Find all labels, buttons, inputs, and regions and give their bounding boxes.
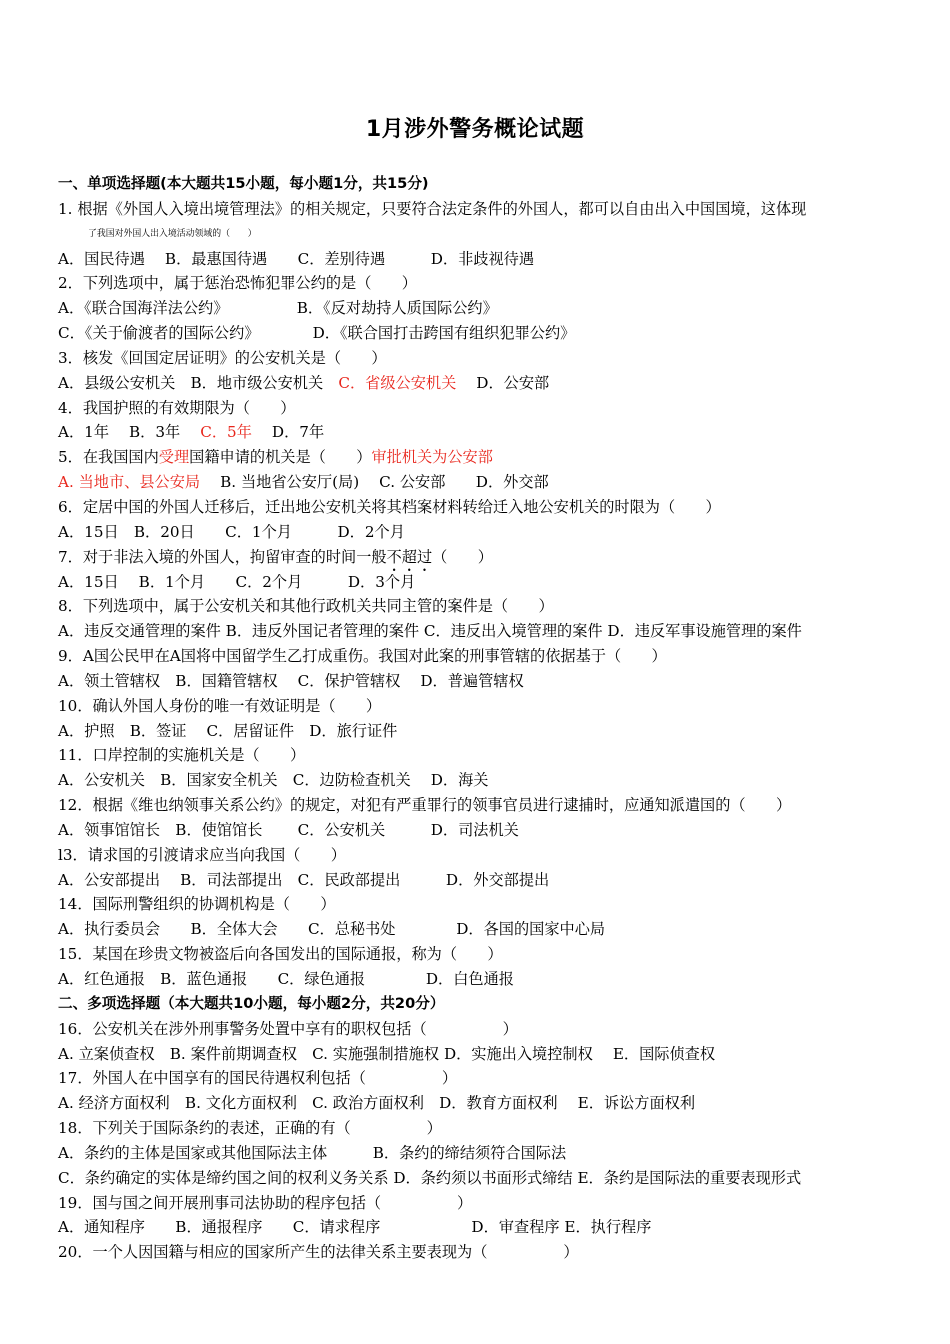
question-4-options bbox=[58, 420, 908, 445]
question-18-options-row1: A．条约的主体是国家或其他国际法主体 B．条约的缔结须符合国际法 bbox=[58, 1143, 567, 1162]
question-17-options: A. 经济方面权利 B. 文化方面权利 C. 政治方面权利 D．教育方面权利 E．诉讼方面权利 bbox=[58, 1094, 696, 1113]
question-13-text: l3．请求国的引渡请求应当向我国（ ） bbox=[58, 845, 346, 864]
question-18-options-row2: C．条约确定的实体是缔约国之间的权利义务关系 D．条约须以书面形式缔结 E．条约是国际法的重要表现形式 bbox=[58, 1168, 802, 1187]
question-16-options: A. 立案侦查权 B. 案件前期调查权 C. 实施强制措施权 D．实施出入境控制权 E．国际侦查权 bbox=[58, 1044, 716, 1063]
question-12-options: A．领事馆馆长 B．使馆馆长 C．公安机关 D．司法机关 bbox=[58, 820, 519, 839]
question-10-text: 10．确认外国人身份的唯一有效证明是（ ） bbox=[58, 696, 382, 715]
question-3-answer-highlight: C．省级公安机关 bbox=[338, 373, 457, 392]
question-1-text-cont: 了我国对外国人出入境活动领域的（ ） bbox=[88, 228, 257, 239]
question-7-emphasis: 不超过 bbox=[386, 547, 433, 566]
question-1-text: 1. 根据《外国人入境出境管理法》的相关规定，只要符合法定条件的外国人，都可以自由出入中国国境，这体现 bbox=[58, 199, 807, 218]
question-14-options: A．执行委员会 B．全体大会 C．总秘书处 D．各国的国家中心局 bbox=[58, 920, 606, 939]
question-19-options: A．通知程序 B．通报程序 C．请求程序 D．审查程序 E．执行程序 bbox=[58, 1218, 652, 1237]
question-18-text: 18．下列关于国际条约的表述，正确的有（ ） bbox=[58, 1119, 442, 1138]
question-10-options: A．护照 B．签证 C．居留证件 D．旅行证件 bbox=[58, 721, 398, 740]
question-7-text bbox=[58, 545, 908, 570]
question-3-options-ab: A．县级公安机关 B．地市级公安机关 bbox=[58, 373, 339, 392]
question-4-option-d: D．7年 bbox=[251, 423, 325, 442]
question-17-text: 17．外国人在中国享有的国民待遇权利包括（ ） bbox=[58, 1069, 458, 1088]
question-4-options-ab: A．1年 B．3年 bbox=[58, 423, 201, 442]
question-5-text-a: 5．在我国国内 bbox=[58, 448, 159, 467]
question-14-text: 14．国际刑警组织的协调机构是（ ） bbox=[58, 895, 336, 914]
question-11-text: 11．口岸控制的实施机关是（ ） bbox=[58, 746, 306, 765]
question-2-options-row1: A．《联合国海洋法公约》 B．《反对劫持人质国际公约》 bbox=[58, 299, 498, 318]
question-15-options: A．红色通报 B．蓝色通报 C．绿色通报 D．白色通报 bbox=[58, 970, 514, 988]
question-7-text-c: （ ） bbox=[432, 547, 493, 566]
question-3-options bbox=[58, 371, 908, 396]
question-7-text-a: 7．对于非法入境的外国人，拘留审查的时间一般 bbox=[58, 547, 387, 566]
question-16-text: 16．公安机关在涉外刑事警务处置中享有的职权包括（ ） bbox=[58, 1019, 518, 1038]
question-5-answer-highlight: A. 当地市、县公安局 bbox=[58, 473, 201, 492]
question-2-options-row2: C．《关于偷渡者的国际公约》 D．《联合国打击跨国有组织犯罪公约》 bbox=[58, 324, 576, 343]
question-5-options-rest: B. 当地省公安厅(局) C. 公安部 D．外交部 bbox=[200, 473, 549, 492]
question-20-text: 20．一个人因国籍与相应的国家所产生的法律关系主要表现为（ ） bbox=[58, 1243, 579, 1262]
question-5-note: 审批机关为公安部 bbox=[371, 448, 493, 467]
question-5-keyword-highlight: 受理 bbox=[158, 448, 190, 467]
question-7-options: A．15日 B．1个月 C．2个月 D．3个月 bbox=[58, 572, 416, 591]
section-heading-multiple-choice: 二、多项选择题（本大题共10小题，每小题2分，共20分） bbox=[58, 994, 445, 1012]
question-11-options: A．公安机关 B．国家安全机关 C．边防检查机关 D．海关 bbox=[58, 771, 489, 790]
question-4-answer-highlight: C．5年 bbox=[200, 423, 252, 442]
question-8-options: A．违反交通管理的案件 B．违反外国记者管理的案件 C．违反出入境管理的案件 D．违反军事设施管理的案件 bbox=[58, 622, 802, 641]
question-9-options: A．领土管辖权 B．国籍管辖权 C．保护管辖权 D．普遍管辖权 bbox=[58, 671, 524, 690]
section-heading-single-choice: 一、单项选择题(本大题共15小题，每小题1分，共15分) bbox=[58, 175, 429, 192]
question-12-text: 12．根据《维也纳领事关系公约》的规定，对犯有严重罪行的领事官员进行逮捕时，应通知派遣国的（ ） bbox=[58, 796, 792, 815]
question-2-text: 2．下列选项中，属于惩治恐怖犯罪公约的是（ ） bbox=[58, 274, 417, 293]
question-19-text: 19．国与国之间开展刑事司法协助的程序包括（ ） bbox=[58, 1193, 473, 1212]
question-9-text: 9．A国公民甲在A国将中国留学生乙打成重伤。我国对此案的刑事管辖的依据基于（ ） bbox=[58, 647, 667, 666]
question-1-options: A．国民待遇 B．最惠国待遇 C．差别待遇 D．非歧视待遇 bbox=[58, 249, 535, 268]
exam-content bbox=[58, 172, 908, 1265]
question-5-text bbox=[58, 445, 908, 470]
question-13-options: A．公安部提出 B．司法部提出 C．民政部提出 D．外交部提出 bbox=[58, 870, 550, 889]
question-6-text: 6．定居中国的外国人迁移后，迁出地公安机关将其档案材料转给迁入地公安机关的时限为（ ） bbox=[58, 497, 721, 516]
question-4-text: 4．我国护照的有效期限为（ ） bbox=[58, 398, 296, 417]
page-title: 1月涉外警务概论试题 bbox=[365, 117, 585, 142]
question-5-text-c: 国籍申请的机关是（ ） bbox=[189, 448, 372, 467]
question-3-option-d: D．公安部 bbox=[456, 373, 550, 392]
question-3-text: 3．核发《回国定居证明》的公安机关是（ ） bbox=[58, 348, 387, 367]
question-5-options bbox=[58, 470, 908, 495]
question-8-text: 8．下列选项中，属于公安机关和其他行政机关共同主管的案件是（ ） bbox=[58, 597, 554, 616]
question-6-options: A．15日 B．20日 C．1个月 D．2个月 bbox=[58, 522, 405, 541]
question-15-text: 15．某国在珍贵文物被盗后向各国发出的国际通报，称为（ ） bbox=[58, 945, 503, 964]
